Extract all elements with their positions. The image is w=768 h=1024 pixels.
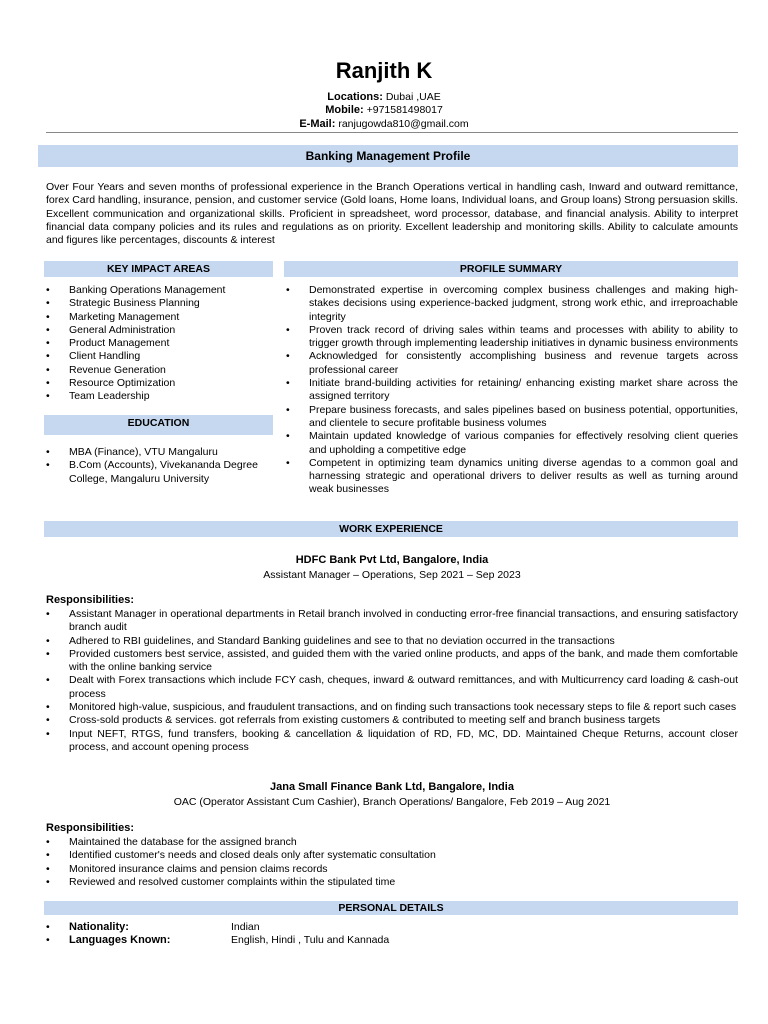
locations-value: Dubai ,UAE [382,91,441,103]
languages-row [46,934,738,947]
nationality-label: Nationality: [69,921,129,933]
list-item: • Client Handling [46,350,276,363]
list-item: • Demonstrated expertise in overcoming complex business challenges and making high-stakes decisions using experience-backed judgment, strong work ethic, and irreproachable integrity [286,284,738,324]
job-2-header [46,781,738,810]
list-item: • Assistant Manager in operational departments in Retail branch involved in conducting error-free financial transactions, and ensuring satisfactory branch audit [46,608,738,635]
list-item: • B.Com (Accounts), Vivekananda Degree College, Mangaluru University [46,459,276,486]
education-heading: EDUCATION [44,415,273,435]
profile-paragraph: Over Four Years and seven months of professional experience in the Branch Operations vertical in handling cash, Inward and outward remittance, forex Card handling, insurance, pension, and customer service (Gold loans, Home loans, Individual loans, and Group loans) Strong persuasion skills. Excellent communication and organizational skills. Proficient in spreadsheet, word processor, database, and financial analysis. Ability to interpret financial data company policies and its rules and regulations as on priority. Excellent leadership and monitoring skills. Ability to calculate amounts and figures like percentages, discounts & interest [46,181,738,247]
list-item: • Product Management [46,337,276,350]
list-item: • Team Leadership [46,390,276,403]
list-item: • Monitored high-value, suspicious, and fraudulent transactions, and on finding such transactions took necessary steps to file & report such cases [46,701,738,714]
company-name: Jana Small Finance Bank Ltd, Bangalore, India [270,781,514,793]
contact-block [0,91,768,131]
email-value: ranjugowda810@gmail.com [335,117,469,130]
candidate-name: Ranjith K [335,58,433,83]
responsibilities-label: Responsibilities: [46,822,135,834]
list-item: • Resource Optimization [46,377,276,390]
education-list [46,446,276,486]
key-impact-list [46,284,276,404]
list-item: • Input NEFT, RTGS, fund transfers, booking & cancellation & liquidation of RD, FD, MC, DD. Maintained Cheque Returns, account closer process, and account opening process [46,728,738,755]
header-divider [46,132,738,133]
profile-summary-heading: PROFILE SUMMARY [284,261,738,277]
contact-mobile [0,104,768,117]
list-item: • Cross-sold products & services. got referrals from existing customers & contributed to meeting self and branch business targets [46,714,738,727]
profile-summary-list [286,284,738,497]
profile-heading: Banking Management Profile [38,145,738,167]
list-item: • Monitored insurance claims and pension claims records [46,863,738,876]
email-label: E-Mail: [299,117,336,130]
list-item: • Maintained the database for the assigned branch [46,836,738,849]
contact-email [0,118,768,131]
personal-details-heading: PERSONAL DETAILS [44,901,738,915]
job-role: Assistant Manager – Operations, Sep 2021 – Sep 2023 [263,569,521,582]
list-item: • Adhered to RBI guidelines, and Standard Banking guidelines and see to that no deviation occurred in the transactions [46,635,738,648]
list-item: • Banking Operations Management [46,284,276,297]
job-role: OAC (Operator Assistant Cum Cashier), Branch Operations/ Bangalore, Feb 2019 – Aug 2021 [173,796,611,809]
work-experience-heading: WORK EXPERIENCE [44,521,738,537]
languages-label: Languages Known: [69,934,171,947]
list-item: • Revenue Generation [46,364,276,377]
list-item: • General Administration [46,324,276,337]
nationality-row [46,921,738,934]
company-name: HDFC Bank Pvt Ltd, Bangalore, India [295,554,489,566]
mobile-label: Mobile: [325,104,364,117]
list-item: • Initiate brand-building activities for retaining/ enhancing existing market share across the assigned territory [286,377,738,404]
list-item: • Acknowledged for consistently accomplishing business and revenue targets across professional career [286,350,738,377]
key-impact-heading: KEY IMPACT AREAS [44,261,273,277]
list-item: • Reviewed and resolved customer complaints within the stipulated time [46,876,738,889]
list-item: • Competent in optimizing team dynamics uniting diverse agendas to a common goal and harnessing strategic and operational drivers to deliver results as well as turning around weak businesses [286,457,738,497]
list-item: • Maintain updated knowledge of various companies for effectively resolving client queries and upholding a competitive edge [286,430,738,457]
contact-locations [0,91,768,104]
nationality-value: Indian [231,921,260,933]
list-item: • Prepare business forecasts, and sales pipelines based on business potential, opportunities, and clientele to secure profitable business volumes [286,404,738,431]
responsibilities-label: Responsibilities: [46,594,135,606]
languages-value: English, Hindi , Tulu and Kannada [231,934,390,947]
job-1-header [46,554,738,583]
personal-details-list [46,921,738,948]
list-item: • MBA (Finance), VTU Mangaluru [46,446,276,459]
list-item: • Provided customers best service, assisted, and guided them with the varied online products, and apps of the bank, and made them comfortable with the online banking service [46,648,738,675]
mobile-value: +971581498017 [363,104,443,117]
job-1-responsibilities [46,608,738,754]
list-item: • Identified customer's needs and closed deals only after systematic consultation [46,849,738,862]
list-item: • Strategic Business Planning [46,297,276,310]
list-item: • Marketing Management [46,311,276,324]
list-item: • Dealt with Forex transactions which include FCY cash, cheques, inward & outward remittances, and with Multicurrency card loading & cash-out process [46,674,738,701]
list-item: • Proven track record of driving sales within teams and processes with ability to ability to trigger growth through implementing leadership initiatives in dynamic business environments [286,324,738,351]
job-2-responsibilities [46,836,738,889]
locations-label: Locations: [327,91,383,103]
